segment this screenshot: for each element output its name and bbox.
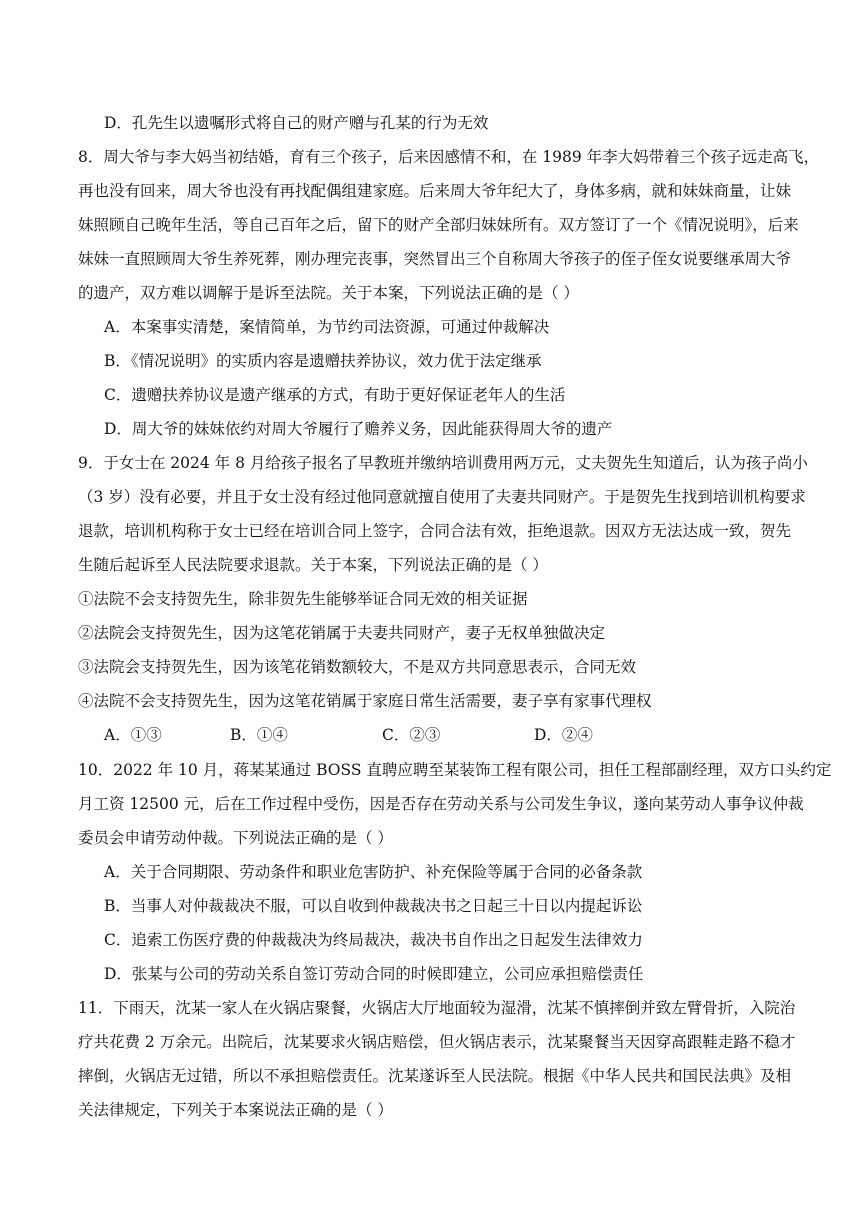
q9-stem-line: 生随后起诉至人民法院要求退款。关于本案，下列说法正确的是（ ） xyxy=(78,556,548,574)
q8-option-a: A．本案事实清楚，案情简单，为节约司法资源，可通过仲裁解决 xyxy=(104,318,550,336)
q8-stem-line: 的遗产，双方难以调解于是诉至法院。关于本案，下列说法正确的是（ ） xyxy=(78,284,579,302)
q9-stem-line: （3 岁）没有必要，并且于女士没有经过他同意就擅自使用了夫妻共同财产。于是贺先生找到培训机构要求 xyxy=(78,488,806,506)
q10-stem-line: 委员会申请劳动仲裁。下列说法正确的是（ ） xyxy=(78,829,393,847)
q8-option-c: C．遗赠扶养协议是遗产继承的方式，有助于更好保证老年人的生活 xyxy=(104,386,566,404)
q9-choice-a: A．①③ xyxy=(104,726,162,744)
q9-stem-line: 9．于女士在 2024 年 8 月给孩子报名了早教班并缴纳培训费用两万元，丈夫贺先生知道后，认为孩子尚小 xyxy=(78,454,808,472)
q9-statement-3: ③法院会支持贺先生，因为该笔花销数额较大，不是双方共同意思表示，合同无效 xyxy=(78,658,637,676)
q9-statement-4: ④法院不会支持贺先生，因为这笔花销属于家庭日常生活需要，妻子享有家事代理权 xyxy=(78,692,652,710)
q11-stem-line: 关法律规定，下列关于本案说法正确的是（ ） xyxy=(78,1101,393,1119)
q7-option-d: D．孔先生以遗嘱形式将自己的财产赠与孔某的行为无效 xyxy=(104,114,489,132)
q10-option-a: A．关于合同期限、劳动条件和职业危害防护、补充保险等属于合同的必备条款 xyxy=(104,863,643,881)
q9-choice-c: C．②③ xyxy=(382,726,441,744)
q9-choices xyxy=(0,725,868,745)
q10-option-d: D．张某与公司的劳动关系自签订劳动合同的时候即建立，公司应承担赔偿责任 xyxy=(104,965,644,983)
q8-stem-line: 妹妹一直照顾周大爷生养死葬，刚办理完丧事，突然冒出三个自称周大爷孩子的侄子侄女说要继承周大爷 xyxy=(78,250,792,268)
q10-option-b: B．当事人对仲裁裁决不服，可以自收到仲裁裁决书之日起三十日以内提起诉讼 xyxy=(104,897,643,915)
q10-stem-line: 月工资 12500 元，后在工作过程中受伤，因是否存在劳动关系与公司发生争议，遂向某劳动人事争议仲裁 xyxy=(78,795,804,813)
q8-option-d: D．周大爷的妹妹依约对周大爷履行了赡养义务，因此能获得周大爷的遗产 xyxy=(104,420,613,438)
q8-stem-line: 妹照顾自己晚年生活，等自己百年之后，留下的财产全部归妹妹所有。双方签订了一个《情况说明》，后来 xyxy=(78,216,799,234)
q9-statement-1: ①法院不会支持贺先生，除非贺先生能够举证合同无效的相关证据 xyxy=(78,590,528,608)
q9-choice-b: B．①④ xyxy=(230,726,288,744)
q9-stem-line: 退款，培训机构称于女士已经在培训合同上签字，合同合法有效，拒绝退款。因双方无法达成一致，贺先 xyxy=(78,522,792,540)
q11-stem-line: 11．下雨天，沈某一家人在火锅店聚餐，火锅店大厅地面较为湿滑，沈某不慎摔倒并致左臂骨折，入院治 xyxy=(78,999,796,1017)
q9-statement-2: ②法院会支持贺先生，因为这笔花销属于夫妻共同财产，妻子无权单独做决定 xyxy=(78,624,606,642)
q11-stem-line: 摔倒，火锅店无过错，所以不承担赔偿责任。沈某遂诉至人民法院。根据《中华人民共和国民法典》及相 xyxy=(78,1067,792,1085)
q11-stem-line: 疗共花费 2 万余元。出院后，沈某要求火锅店赔偿，但火锅店表示，沈某聚餐当天因穿高跟鞋走路不稳才 xyxy=(78,1033,796,1051)
q10-stem-line: 10．2022 年 10 月，蒋某某通过 BOSS 直聘应聘至某装饰工程有限公司，担任工程部副经理，双方口头约定 xyxy=(78,761,832,779)
q9-choice-d: D．②④ xyxy=(534,726,593,744)
q10-option-c: C．追索工伤医疗费的仲裁裁决为终局裁决，裁决书自作出之日起发生法律效力 xyxy=(104,931,643,949)
q8-option-b: B．《情况说明》的实质内容是遗赠扶养协议，效力优于法定继承 xyxy=(104,352,542,370)
q8-stem-line: 8．周大爷与李大妈当初结婚，育有三个孩子，后来因感情不和，在 1989 年李大妈带着三个孩子远走高飞， xyxy=(78,148,820,166)
q8-stem-line: 再也没有回来，周大爷也没有再找配偶组建家庭。后来周大爷年纪大了，身体多病，就和妹妹商量，让妹 xyxy=(78,182,792,200)
